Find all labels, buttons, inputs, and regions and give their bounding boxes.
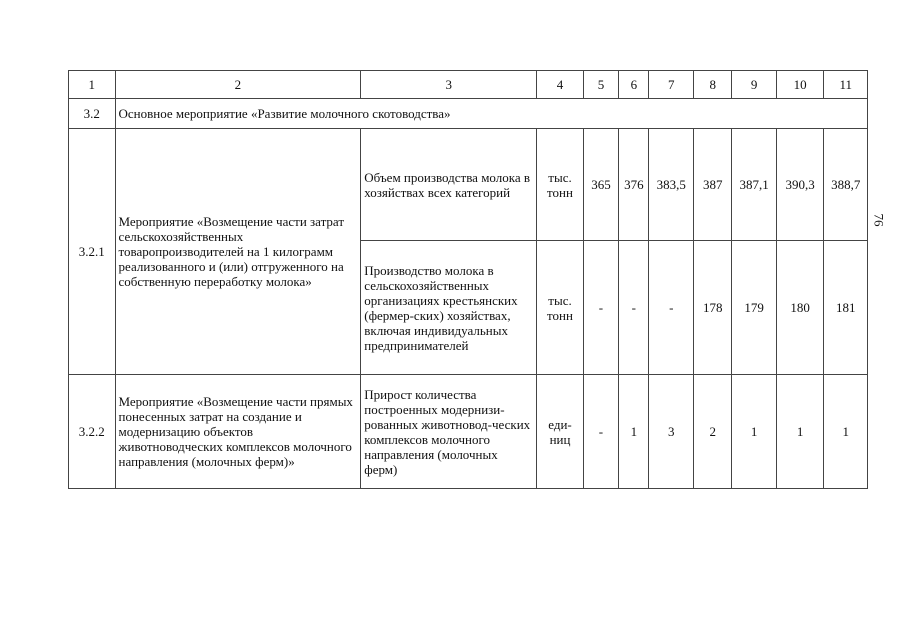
section-row (69, 99, 868, 129)
column-header: 11 (824, 71, 868, 99)
unit-cell: еди-ниц (537, 375, 584, 489)
unit-cell: тыс. тонн (537, 241, 584, 375)
value-cell: 376 (619, 129, 649, 241)
value-cell: 383,5 (649, 129, 694, 241)
value-cell: - (583, 375, 618, 489)
column-header: 10 (776, 71, 824, 99)
column-header: 2 (115, 71, 361, 99)
table-row (69, 129, 868, 241)
column-header: 7 (649, 71, 694, 99)
value-cell: 1 (824, 375, 868, 489)
indicator-name: Объем производства молока в хозяйствах всех категорий (361, 129, 537, 241)
value-cell: 179 (732, 241, 777, 375)
row-number: 3.2.1 (69, 129, 116, 375)
measure-text: Мероприятие «Возмещение части затрат сельскохозяйственных товаропроизводителей на 1 килограмм реализованного и (или) отгруженного на собственную переработку молока» (115, 129, 361, 375)
column-header: 8 (693, 71, 731, 99)
value-cell: 1 (619, 375, 649, 489)
section-number: 3.2 (69, 99, 116, 129)
row-number: 3.2.2 (69, 375, 116, 489)
header-row (69, 71, 868, 99)
unit-cell: тыс. тонн (537, 129, 584, 241)
value-cell: 2 (693, 375, 731, 489)
column-header: 4 (537, 71, 584, 99)
table-row (69, 375, 868, 489)
column-header: 3 (361, 71, 537, 99)
measure-text: Мероприятие «Возмещение части прямых понесенных затрат на создание и модернизацию объектов животноводческих комплексов молочного направления (молочных ферм)» (115, 375, 361, 489)
value-cell: - (619, 241, 649, 375)
program-table (68, 70, 868, 489)
value-cell: 178 (693, 241, 731, 375)
value-cell: 387 (693, 129, 731, 241)
value-cell: 1 (732, 375, 777, 489)
value-cell: 387,1 (732, 129, 777, 241)
value-cell: 3 (649, 375, 694, 489)
column-header: 5 (583, 71, 618, 99)
column-header: 6 (619, 71, 649, 99)
section-title: Основное мероприятие «Развитие молочного скотоводства» (115, 99, 867, 129)
page-number: 76 (871, 213, 887, 227)
value-cell: 181 (824, 241, 868, 375)
indicator-name: Производство молока в сельскохозяйственных организациях крестьянских (фермер-ских) хозяйствах, включая индивидуальных предпринимателей (361, 241, 537, 375)
indicator-name: Прирост количества построенных модернизи-рованных животновод-ческих комплексов молочного направления (молочных ферм) (361, 375, 537, 489)
value-cell: - (649, 241, 694, 375)
value-cell: - (583, 241, 618, 375)
column-header: 9 (732, 71, 777, 99)
value-cell: 365 (583, 129, 618, 241)
value-cell: 1 (776, 375, 824, 489)
column-header: 1 (69, 71, 116, 99)
value-cell: 390,3 (776, 129, 824, 241)
value-cell: 388,7 (824, 129, 868, 241)
value-cell: 180 (776, 241, 824, 375)
